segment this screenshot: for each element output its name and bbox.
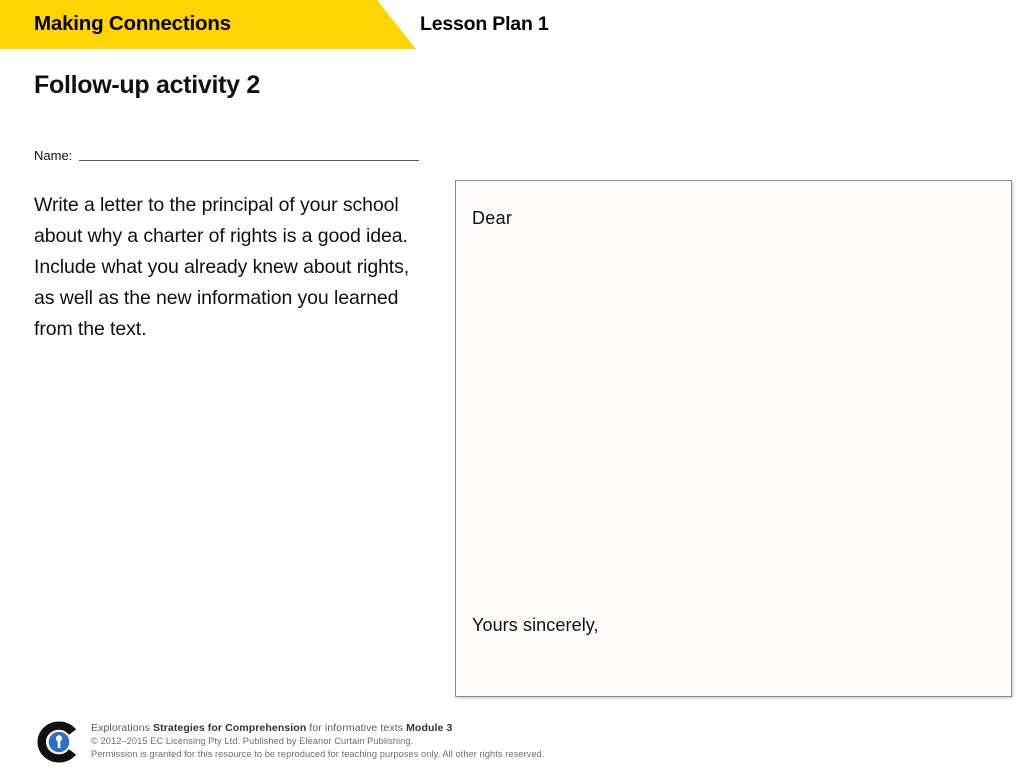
instruction-text: Write a letter to the principal of your school about why a charter of rights is a good idea. Include what you already knew about rights, as well as the new information you learned from the text. [34,194,410,340]
footer-permission-line: Permission is granted for this resource to be reproduced for teaching purposes only. All other rights reserved. [91,748,545,759]
name-label: Name: [34,148,73,163]
letter-salutation: Dear [472,208,513,228]
page-header [0,0,1024,49]
footer-series-informative: for informative texts [306,722,407,734]
footer-series-strategies: Strategies for Comprehension [153,722,307,734]
header-banner-title: Making Connections [34,12,231,35]
footer-series-module: Module 3 [406,722,453,734]
footer-text-block [91,721,991,760]
footer-series-line [91,721,991,735]
footer-copyright-line: © 2012–2015 EC Licensing Pty Ltd. Published by Eleanor Curtain Publishing. [91,736,414,746]
exploration-logo-icon [34,719,84,765]
letter-writing-box[interactable] [455,180,1012,697]
page-title: Follow-up activity 2 [34,71,260,99]
name-input-rule[interactable] [79,160,419,161]
name-row [34,145,419,163]
header-lesson-label: Lesson Plan 1 [420,13,549,35]
page-footer [34,716,994,766]
footer-series-explorations: Explorations [91,722,153,734]
letter-signoff: Yours sincerely, [472,615,599,635]
